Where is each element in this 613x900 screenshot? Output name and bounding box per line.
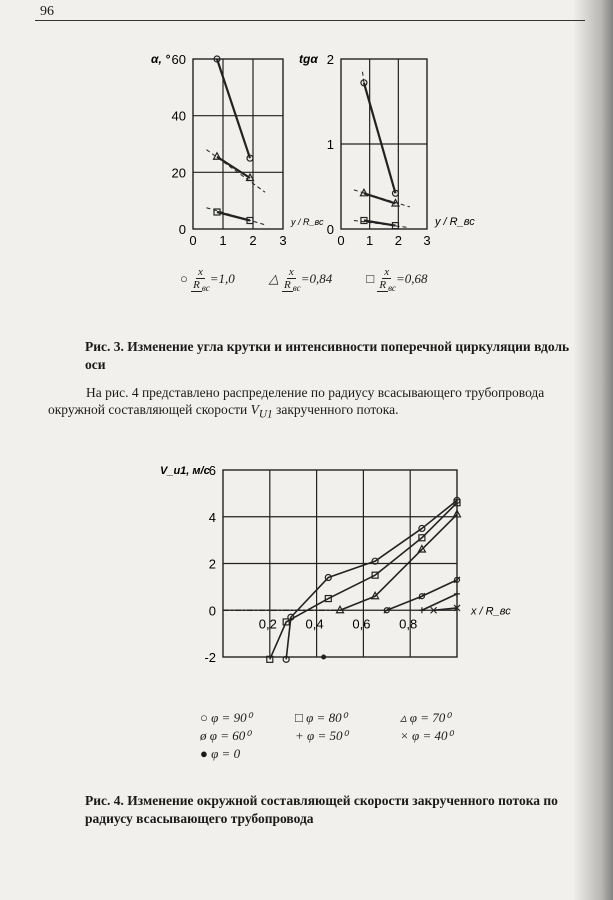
series-line [364, 83, 396, 194]
x-tick-label: 0,8 [399, 616, 418, 632]
series-line [340, 514, 457, 610]
series-line [217, 59, 250, 158]
y-axis-label: α, ° [151, 52, 170, 66]
y-tick-label: 60 [171, 52, 186, 67]
y-tick-label: -2 [204, 650, 216, 665]
page-number: 96 [40, 4, 54, 19]
chart-tg-alpha [299, 52, 475, 248]
fig4-legend-item: ø φ = 60⁰ [200, 728, 251, 743]
y-tick-label: 0 [208, 603, 216, 619]
x-tick-label: 2 [249, 233, 257, 248]
series-extension [363, 72, 364, 83]
x-tick-label: 0,2 [258, 616, 277, 632]
y-axis-label: V_u1, м/с [160, 465, 210, 477]
marker-plus [454, 591, 460, 597]
series-line [217, 157, 250, 178]
fig4-legend-item: + φ = 50⁰ [295, 728, 348, 743]
x-tick-label: 1 [219, 233, 227, 248]
x-axis-label: y / R_вс [291, 217, 324, 227]
chart-velocity [160, 463, 511, 665]
x-tick-label: 1 [366, 233, 374, 248]
fig4-legend [200, 710, 500, 762]
marker-dot [321, 655, 326, 660]
y-tick-label: 6 [208, 463, 216, 478]
x-tick-label: 3 [423, 233, 431, 248]
series-line [364, 221, 396, 226]
series-line [364, 193, 396, 203]
x-axis-label: y / R_вс [435, 216, 475, 228]
y-tick-label: 40 [171, 108, 186, 124]
fig3-legend [180, 266, 480, 294]
plot-frame [193, 59, 283, 229]
chart-alpha [151, 52, 324, 248]
y-tick-label: 4 [208, 509, 216, 525]
fig3-caption: Рис. 3. Изменение угла крутки и интенсивности поперечной циркуляции вдоль оси [85, 339, 570, 372]
x-tick-label: 0,4 [305, 616, 324, 632]
x-tick-label: 0 [189, 233, 197, 248]
series-line [387, 580, 457, 610]
x-tick-label: 0,6 [352, 616, 371, 632]
x-tick-label: 0 [337, 233, 345, 248]
series-line [286, 500, 457, 659]
fig4-legend-item: ▵ φ = 70⁰ [400, 710, 451, 725]
y-tick-label: 0 [326, 222, 334, 237]
body-paragraph: На рис. 4 представлено распределение по радиусу всасывающего трубопровода окружной составляющей скорости $V_{U1}$ закрученного потока. [48, 385, 545, 421]
x-tick-label: 3 [279, 233, 287, 248]
series-line [217, 212, 250, 221]
fig4-legend-item: ● φ = 0 [200, 746, 241, 761]
y-tick-label: 2 [208, 556, 216, 572]
fig3-legend-item: ○ $\frac{x}{R _{вс}}$ =1,0 [180, 266, 235, 294]
y-tick-label: 0 [178, 222, 186, 237]
fig4-legend-item: ○ φ = 90⁰ [200, 710, 252, 725]
fig4-legend-item: □ φ = 80⁰ [295, 710, 347, 725]
y-tick-label: 1 [326, 137, 334, 152]
y-tick-label: 2 [326, 52, 334, 67]
y-axis-label: tgα [299, 52, 318, 66]
fig3-legend-item: △ $\frac{x}{R _{вс}}$ =0,84 [268, 266, 333, 294]
fig4-legend-item: × φ = 40⁰ [400, 728, 453, 743]
fig3-legend-item: □ $\frac{x}{R _{вс}}$ =0,68 [366, 266, 428, 294]
x-tick-label: 2 [394, 233, 402, 248]
fig4-caption: Рис. 4. Изменение окружной составляющей скорости закрученного потока по радиусу всасывающего трубопровода [85, 793, 558, 826]
x-axis-label: x / R_вс [471, 605, 511, 618]
marker-plus [419, 607, 425, 613]
y-tick-label: 20 [171, 165, 186, 181]
